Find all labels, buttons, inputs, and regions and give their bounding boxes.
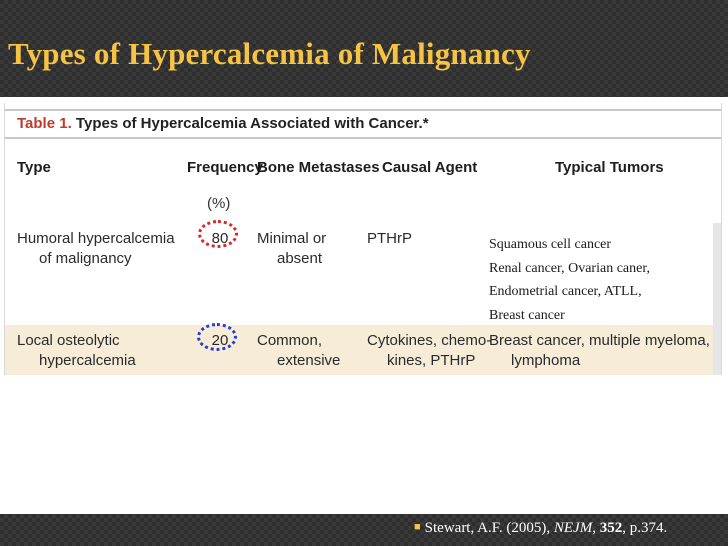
citation-page: , p.374. [622,520,668,536]
blue-dotted-circle-annotation [197,323,237,351]
citation [414,520,667,537]
header-type: Type [17,159,51,176]
type-line: Humoral hypercalcemia [17,230,175,247]
frequency-cell: 80 [211,230,229,247]
typical-tumors-cell [489,233,650,327]
agent-line: Cytokines, chemo- [367,332,492,349]
bone-line: extensive [277,352,341,369]
slide-title: Types of Hypercalcemia of Malignancy [8,36,531,71]
header-causal-agent: Causal Agent [382,159,478,176]
type-line: Local osteolytic [17,332,120,349]
table-title: Types of Hypercalcemia Associated with Cancer.* [75,115,429,132]
red-dotted-circle-annotation [198,220,238,248]
type-cell [17,331,187,371]
table-figure [4,103,722,375]
agent-line: kines, PTHrP [387,352,476,369]
bone-line: Minimal or [257,230,327,247]
citation-volume: 352 [599,520,623,536]
header-frequency: Frequency [187,159,263,176]
frequency-cell: 20 [211,332,229,349]
page-edge-strip [713,223,721,375]
tumor-line: Squamous cell cancer [489,237,612,252]
agent-line: PTHrP [367,230,412,247]
causal-agent-cell [367,229,492,249]
type-line: hypercalcemia [39,352,136,369]
citation-sep: , [592,520,600,536]
tumor-line: Endometrial cancer, ATLL, [489,284,642,299]
type-line: of malignancy [39,250,132,267]
frequency-unit: (%) [207,195,231,212]
typical-tumors-cell [489,331,710,371]
causal-agent-cell [367,331,492,371]
bone-line: absent [277,250,323,267]
type-cell [17,229,187,269]
table-caption [5,109,722,139]
bone-metastases-cell [257,229,367,269]
tumor-line: lymphoma [511,352,581,369]
citation-author: Stewart, A.F. (2005), [424,520,554,536]
tumor-line: Breast cancer [489,307,565,323]
square-bullet-icon: ■ [414,521,421,533]
tumor-line: Renal cancer, Ovarian caner, [489,260,650,276]
citation-journal: NEJM [553,520,593,536]
bone-line: Common, [257,332,323,349]
table-number: Table 1. [17,115,72,132]
tumor-line: Breast cancer, multiple myeloma, [489,332,710,349]
header-typical-tumors: Typical Tumors [555,159,664,176]
header-bone-metastases: Bone Metastases [257,159,380,176]
bone-metastases-cell [257,331,367,371]
table-row [5,325,717,375]
table-row [5,219,717,325]
